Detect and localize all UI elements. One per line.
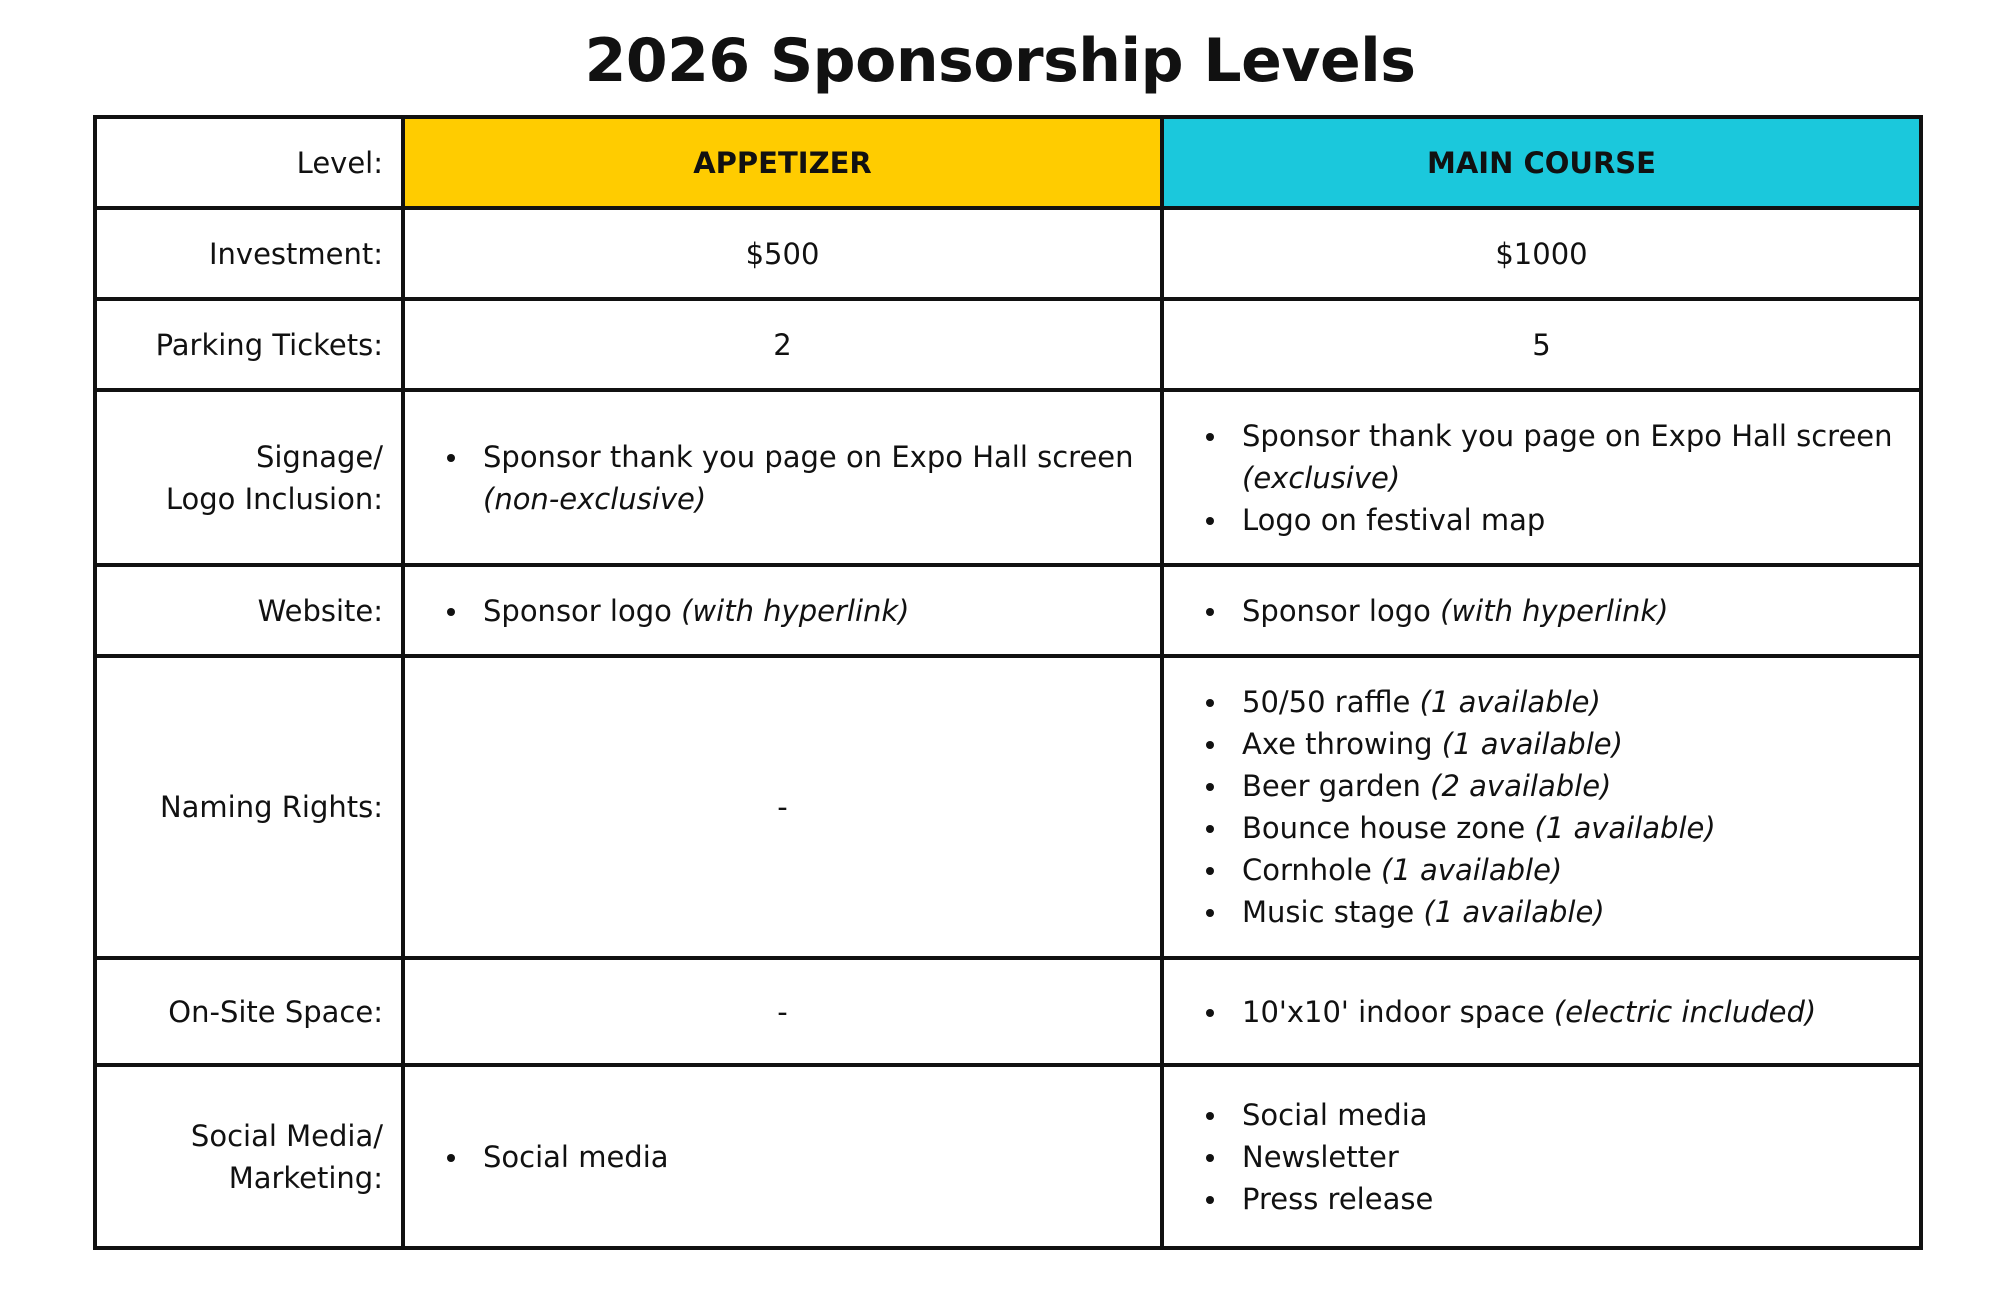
appetizer-website-list bbox=[441, 590, 1140, 632]
list-item-text: Sponsor logo bbox=[483, 593, 672, 628]
appetizer-onsite: - bbox=[403, 958, 1162, 1065]
appetizer-website bbox=[403, 565, 1162, 656]
row-onsite bbox=[95, 958, 1921, 1065]
list-item bbox=[1242, 891, 1899, 933]
list-item-text: Music stage bbox=[1242, 895, 1415, 929]
main-course-naming-list bbox=[1200, 681, 1899, 933]
appetizer-signage-list bbox=[441, 436, 1140, 520]
list-item bbox=[1242, 415, 1899, 499]
list-item-note: (electric included) bbox=[1553, 994, 1817, 1029]
appetizer-header: APPETIZER bbox=[403, 117, 1162, 208]
list-item bbox=[1242, 681, 1899, 723]
list-item bbox=[1242, 1178, 1899, 1220]
naming-label: Naming Rights: bbox=[95, 656, 403, 958]
row-website bbox=[95, 565, 1921, 656]
list-item-text: Axe throwing bbox=[1242, 727, 1433, 761]
list-item-text: 10'x10' indoor space bbox=[1242, 994, 1545, 1029]
list-item-note: (exclusive) bbox=[1242, 460, 1401, 495]
page-title: 2026 Sponsorship Levels bbox=[584, 26, 1416, 96]
main-course-parking: 5 bbox=[1162, 299, 1921, 390]
list-item-note: (1 available) bbox=[1381, 853, 1563, 887]
appetizer-investment: $500 bbox=[403, 208, 1162, 299]
level-label: Level: bbox=[95, 117, 403, 208]
main-course-onsite bbox=[1162, 958, 1921, 1065]
list-item bbox=[483, 590, 1140, 632]
list-item bbox=[1242, 849, 1899, 891]
website-label: Website: bbox=[95, 565, 403, 656]
list-item-text: Sponsor logo bbox=[1242, 593, 1431, 628]
appetizer-signage bbox=[403, 390, 1162, 565]
list-item-text: Sponsor thank you page on Expo Hall screen bbox=[1242, 418, 1893, 453]
social-label-line2: Marketing: bbox=[228, 1160, 383, 1195]
main-course-onsite-list bbox=[1200, 991, 1899, 1033]
list-item-text: Sponsor thank you page on Expo Hall screen bbox=[483, 439, 1134, 474]
appetizer-parking: 2 bbox=[403, 299, 1162, 390]
list-item bbox=[1242, 590, 1899, 632]
row-social bbox=[95, 1065, 1921, 1248]
row-signage bbox=[95, 390, 1921, 565]
appetizer-social-list bbox=[441, 1136, 1140, 1178]
list-item-note: (with hyperlink) bbox=[681, 593, 910, 628]
social-label bbox=[95, 1065, 403, 1248]
list-item-text: Bounce house zone bbox=[1242, 811, 1526, 845]
parking-label: Parking Tickets: bbox=[95, 299, 403, 390]
list-item-note: (1 available) bbox=[1441, 727, 1623, 761]
list-item-note: (1 available) bbox=[1419, 685, 1601, 719]
list-item bbox=[483, 436, 1140, 520]
list-item bbox=[1242, 499, 1899, 541]
list-item-note: (1 available) bbox=[1423, 895, 1605, 929]
list-item-note: (2 available) bbox=[1430, 769, 1612, 803]
list-item bbox=[1242, 807, 1899, 849]
signage-label-line1: Signage/ bbox=[255, 439, 383, 474]
list-item-text: Logo on festival map bbox=[1242, 502, 1546, 537]
list-item bbox=[1242, 723, 1899, 765]
list-item-note: (with hyperlink) bbox=[1440, 593, 1669, 628]
main-course-social bbox=[1162, 1065, 1921, 1248]
list-item-text: Press release bbox=[1242, 1181, 1434, 1216]
signage-label-line2: Logo Inclusion: bbox=[165, 481, 383, 516]
row-level bbox=[95, 117, 1921, 208]
appetizer-naming: - bbox=[403, 656, 1162, 958]
social-label-line1: Social Media/ bbox=[190, 1118, 383, 1153]
list-item-text: Newsletter bbox=[1242, 1139, 1399, 1174]
signage-label bbox=[95, 390, 403, 565]
main-course-signage bbox=[1162, 390, 1921, 565]
main-course-naming bbox=[1162, 656, 1921, 958]
onsite-label: On-Site Space: bbox=[95, 958, 403, 1065]
list-item-note: (non-exclusive) bbox=[483, 481, 707, 516]
list-item-note: (1 available) bbox=[1534, 811, 1716, 845]
list-item bbox=[1242, 1094, 1899, 1136]
list-item-text: Social media bbox=[483, 1139, 669, 1174]
list-item bbox=[483, 1136, 1140, 1178]
list-item bbox=[1242, 991, 1899, 1033]
list-item bbox=[1242, 1136, 1899, 1178]
list-item-text: Social media bbox=[1242, 1097, 1428, 1132]
main-course-header: MAIN COURSE bbox=[1162, 117, 1921, 208]
list-item-text: Cornhole bbox=[1242, 853, 1372, 887]
main-course-investment: $1000 bbox=[1162, 208, 1921, 299]
list-item-text: 50/50 raffle bbox=[1242, 685, 1411, 719]
main-course-social-list bbox=[1200, 1094, 1899, 1220]
row-parking bbox=[95, 299, 1921, 390]
main-course-website-list bbox=[1200, 590, 1899, 632]
list-item bbox=[1242, 765, 1899, 807]
sponsorship-table bbox=[93, 115, 1923, 1250]
row-naming-rights bbox=[95, 656, 1921, 958]
row-investment bbox=[95, 208, 1921, 299]
main-course-website bbox=[1162, 565, 1921, 656]
main-course-signage-list bbox=[1200, 415, 1899, 541]
appetizer-social bbox=[403, 1065, 1162, 1248]
list-item-text: Beer garden bbox=[1242, 769, 1421, 803]
investment-label: Investment: bbox=[95, 208, 403, 299]
